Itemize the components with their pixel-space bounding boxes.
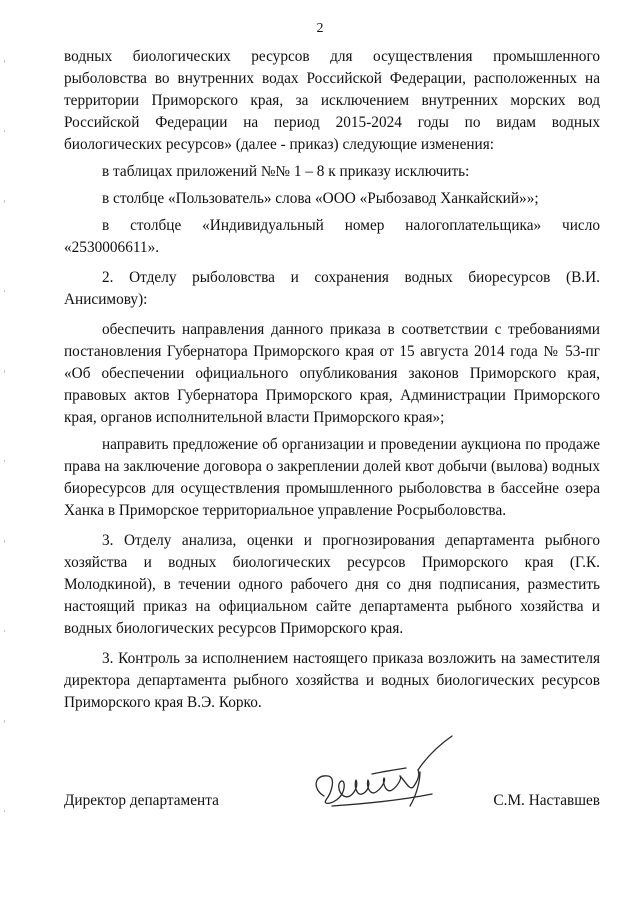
paragraph-item-2: 2. Отделу рыболовства и сохранения водных биоресурсов (В.И. Анисимову): xyxy=(64,269,600,308)
paragraph-continuation: водных биологических ресурсов для осуществления промышленного рыболовства во внутренних водах Российской Федерации, расположенных на территории Приморского края, за исключением внутренних морских вод Российской Федерации на период 2015-2024 годы по видам водных биологических ресурсов» (далее - приказ) следующие изменения: xyxy=(64,48,600,153)
paragraph-column-user: в столбце «Пользователь» слова «ООО «Рыбозавод Ханкайский»»; xyxy=(102,190,539,207)
scan-margin-dots xyxy=(4,40,6,860)
paragraph-item-3-analysis: 3. Отделу анализа, оценки и прогнозирования департамента рыбного хозяйства и водных биологических ресурсов Приморского края (Г.К. Молодкиной), в течении одного рабочего дня со дня подписания, разместить настоящий приказ на официальном сайте департамента рыбного хозяйства и водных биологических ресурсов Приморского края. xyxy=(64,532,600,637)
signature-block xyxy=(64,780,600,820)
signatory-title: Директор департамента xyxy=(64,792,219,809)
paragraph-send-proposal: направить предложение об организации и проведении аукциона по продаже права на заключение договора о закреплении долей квот добычи (вылова) водных биоресурсов для осуществления промышленного рыболовства в бассейне озера Ханка в Приморское территориальное управление Росрыболовства. xyxy=(64,436,600,519)
handwritten-signature xyxy=(302,734,462,829)
page-number: 2 xyxy=(316,21,324,36)
document-body xyxy=(64,46,600,714)
paragraph-column-inn: в столбце «Индивидуальный номер налогоплательщика» число «2530006611». xyxy=(64,217,600,256)
signatory-name: С.М. Наставшев xyxy=(493,792,600,809)
paragraph-item-3-control: 3. Контроль за исполнением настоящего приказа возложить на заместителя директора департамента рыбного хозяйства и водных биологических ресурсов Приморского края В.Э. Корко. xyxy=(64,650,600,711)
paragraph-tables: в таблицах приложений №№ 1 – 8 к приказу исключить: xyxy=(102,163,470,180)
paragraph-ensure-direction: обеспечить направления данного приказа в соответствии с требованиями постановления Губернатора Приморского края от 15 августа 2014 года № 53-пг «Об обеспечении официального опубликования законов Приморского края, правовых актов Губернатора Приморского края, Администрации Приморского края, органов исполнительной власти Приморского края»; xyxy=(64,321,600,426)
